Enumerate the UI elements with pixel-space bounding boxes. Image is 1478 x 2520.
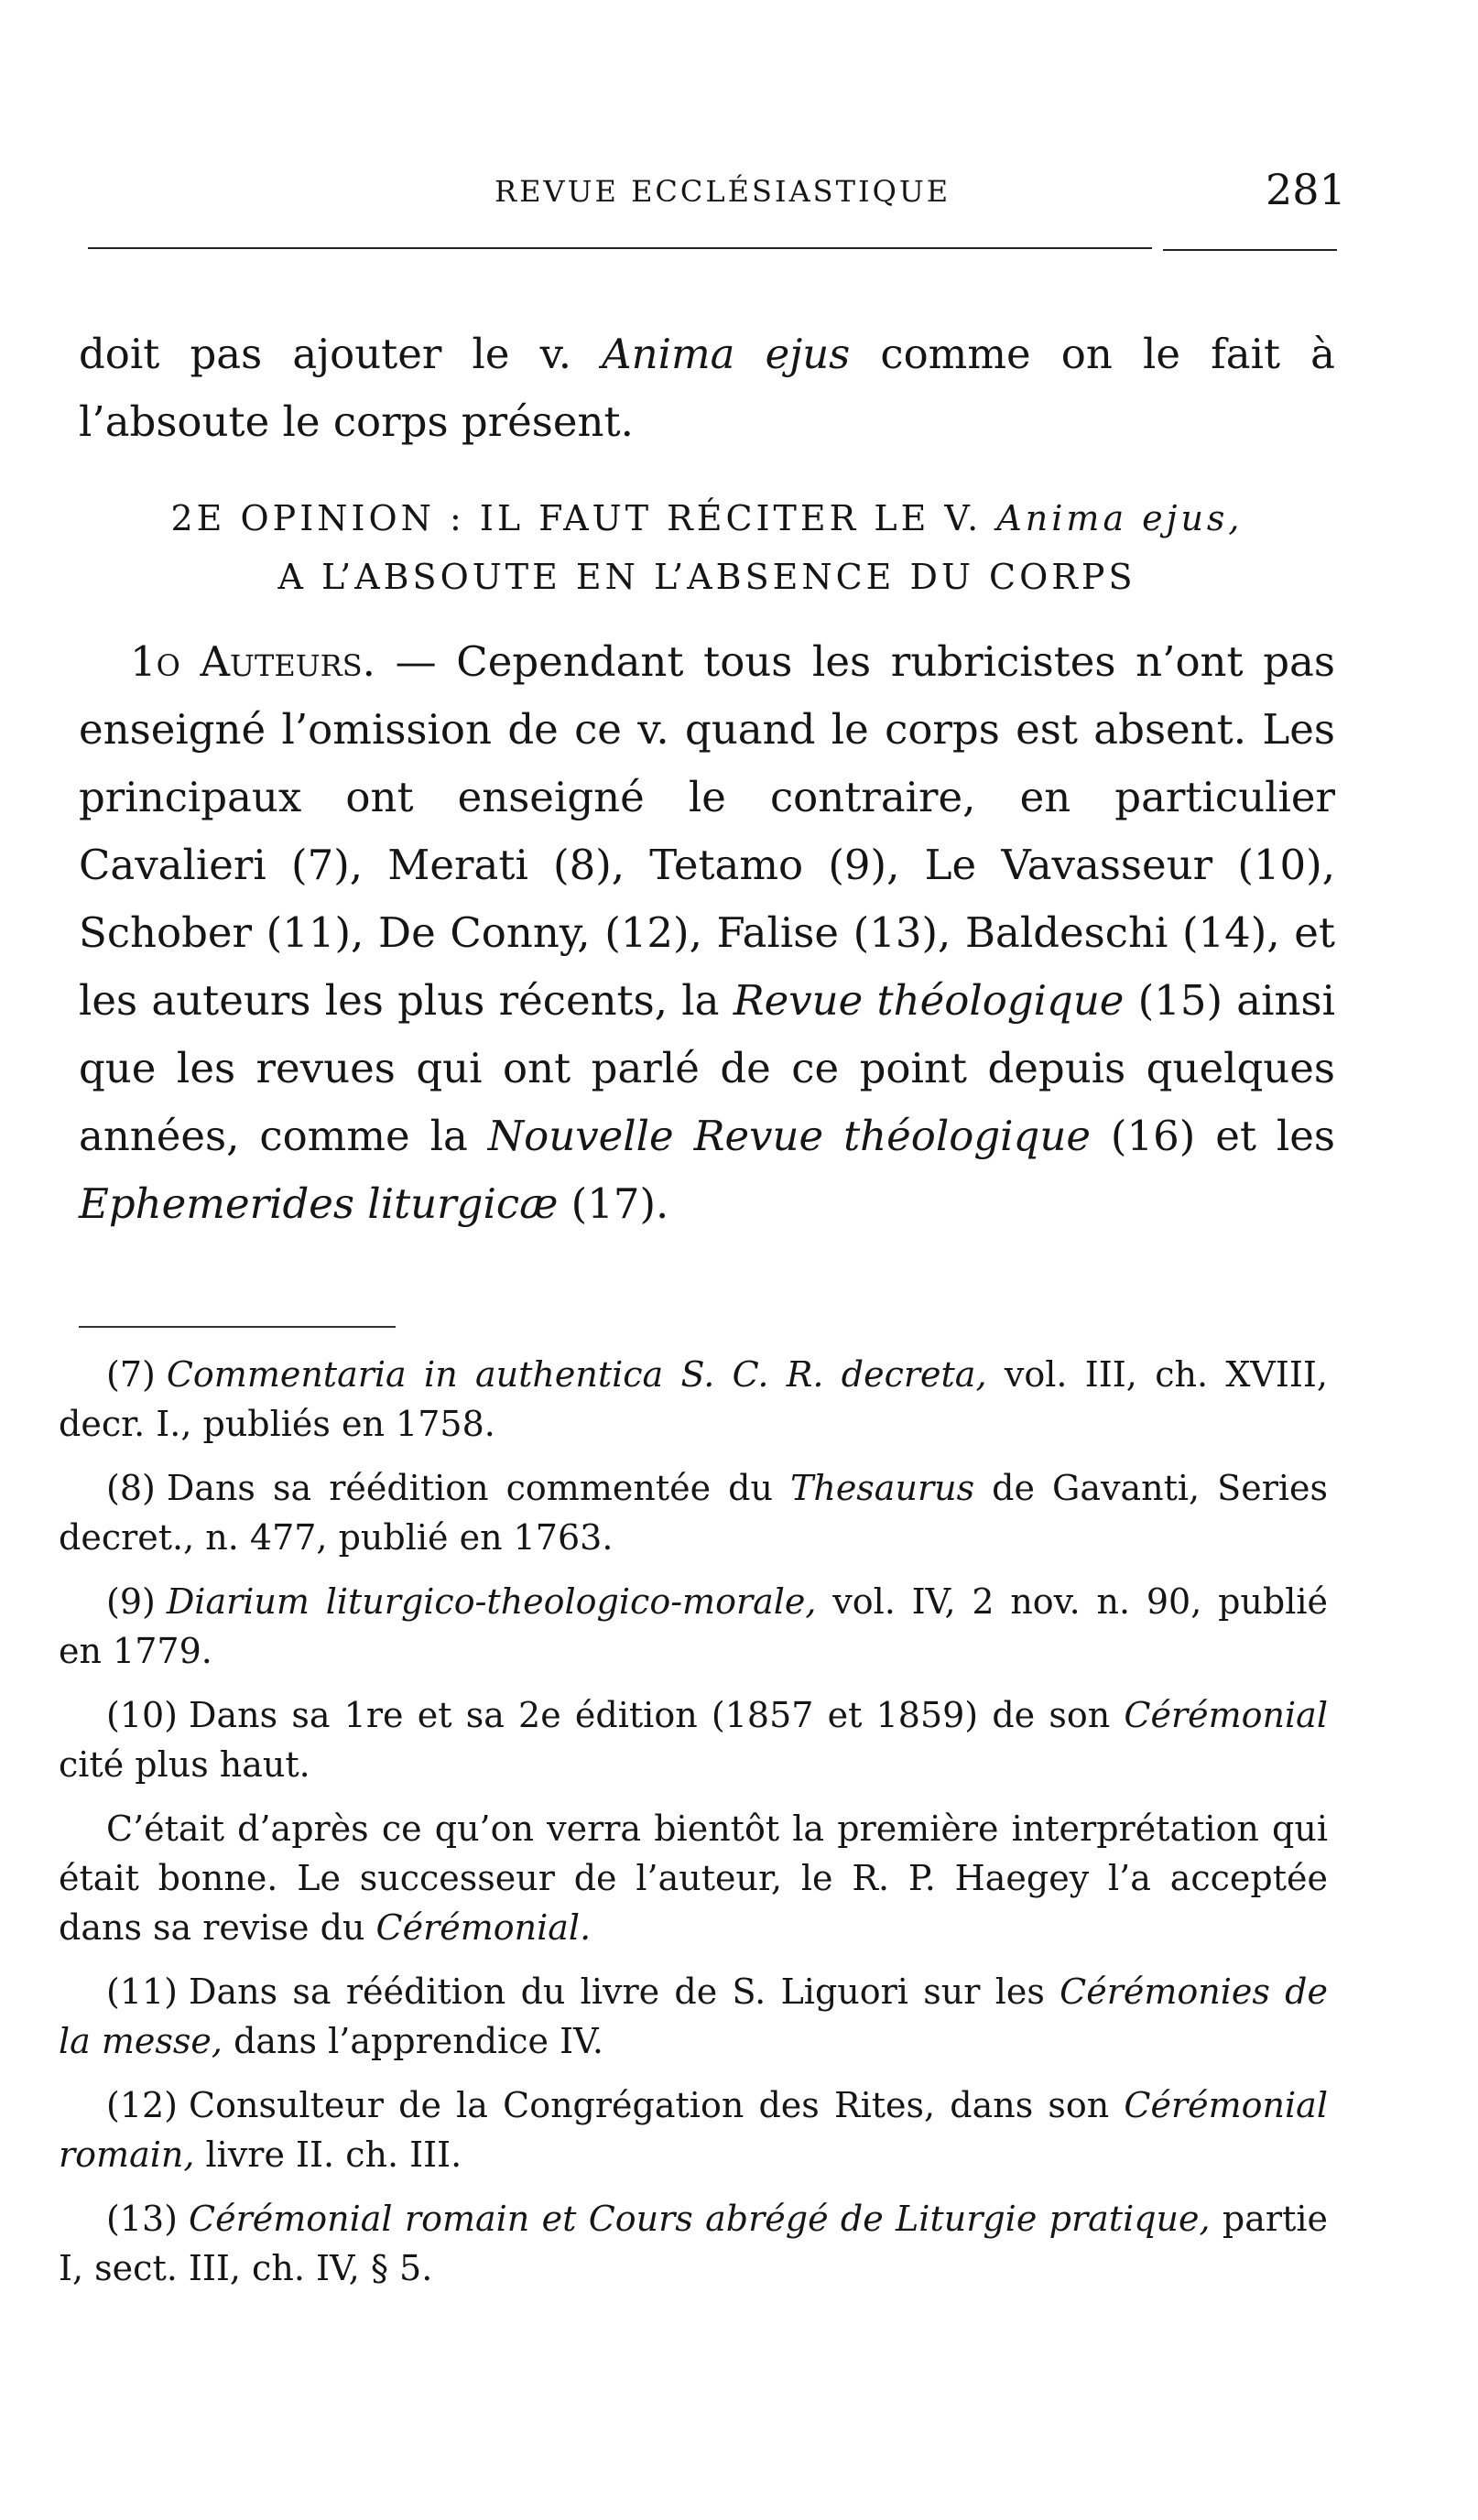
footnote-rule <box>79 1326 396 1328</box>
footnote-text-end: partie I, sect. III, ch. IV, § 5. <box>59 2199 1328 2288</box>
footnote-number: (10) <box>106 1695 179 1735</box>
footnote-text-end: cité plus haut. <box>59 1744 310 1785</box>
section-italic-3: Ephemerides liturgicæ <box>79 1179 559 1228</box>
footnote <box>59 1690 1328 1789</box>
section-text-1: — Cependant tous les rubricistes n’ont pas enseigné l’omission de ce v. quand le corps est absent. Les principaux ont enseigné le contraire, en particulier Cavalieri (7), Merati (8), Tetamo (9), Le Vavasseur (10), Schober (11), De Conny, (12), Falise (13), Baldeschi (14), et les auteurs les plus récents, la <box>79 637 1335 1025</box>
footnote-text: Dans sa 1re et sa 2e édition (1857 et 1859) de son <box>189 1695 1125 1735</box>
footnote-italic: Cérémonial. <box>375 1907 592 1948</box>
section-heading <box>79 489 1335 606</box>
section-italic-1: Revue théologique <box>733 976 1125 1025</box>
section-italic-2: Nouvelle Revue théologique <box>487 1112 1091 1160</box>
footnote-text-end: vol. III, ch. XVIII, decr. I., publiés en 1758. <box>59 1354 1328 1444</box>
footnote-text: C’était d’après ce qu’on verra bientôt la première interprétation qui était bonne. Le successeur de l’auteur, le R. P. Haegey l’a acceptée dans sa revise du <box>59 1809 1328 1948</box>
heading-line-1 <box>79 489 1335 548</box>
footnote-text: Dans sa réédition commentée du <box>166 1468 790 1508</box>
footnote-italic: Cérémonial romain et Cours abrégé de Liturgie pratique, <box>189 2199 1211 2239</box>
footnote-italic: Thesaurus <box>790 1468 975 1508</box>
footnotes <box>59 1350 1328 2308</box>
footnote-text-end: dans l’apprendice IV. <box>222 2021 603 2061</box>
footnote <box>59 1577 1328 1676</box>
footnote-text-end: livre II. ch. III. <box>194 2134 462 2175</box>
para1-text-end: comme on le fait à l’absoute le corps présent. <box>79 330 1335 446</box>
running-title: REVUE ECCLÉSIASTIQUE <box>494 174 951 209</box>
section-text-3: (16) et les <box>1090 1112 1335 1160</box>
footnote-italic: Cérémonies de la messe, <box>59 1971 1328 2061</box>
page-header <box>0 154 1478 227</box>
heading-line-1-italic: Anima ejus, <box>996 498 1244 538</box>
paragraph-continuation <box>79 320 1335 456</box>
para1-italic: Anima ejus <box>602 330 851 378</box>
footnote-text-end: vol. IV, 2 nov. n. 90, publié en 1779. <box>59 1581 1328 1671</box>
footnote-continuation <box>59 1804 1328 1952</box>
para1-text: doit pas ajouter le v. <box>79 330 603 378</box>
footnote <box>59 2080 1328 2179</box>
heading-line-2: A L’ABSOUTE EN L’ABSENCE DU CORPS <box>277 557 1136 597</box>
footnote-number: (8) <box>106 1468 156 1508</box>
footnote-text: Dans sa réédition du livre de S. Liguori sur les <box>189 1971 1060 2012</box>
footnote-italic: Cérémonial romain, <box>59 2085 1328 2175</box>
section-label: 1o Auteurs. <box>130 637 375 686</box>
footnote <box>59 1350 1328 1449</box>
footnote-italic: Commentaria in authentica S. C. R. decreta, <box>166 1354 987 1395</box>
main-text <box>79 320 1335 1238</box>
header-rule-end <box>1163 249 1337 251</box>
footnote <box>59 2194 1328 2293</box>
footnote-number: (11) <box>106 1971 179 2012</box>
heading-line-1-text: 2E OPINION : IL FAUT RÉCITER LE V. <box>170 498 997 538</box>
section-text-4: (17). <box>558 1179 669 1228</box>
footnote-number: (9) <box>106 1581 156 1622</box>
footnote-number: (7) <box>106 1354 156 1395</box>
section-text-2: (15) ainsi que les revues qui ont parlé de ce point depuis quelques années, comme la <box>79 976 1335 1160</box>
footnote-italic: Diarium liturgico-theologico-morale, <box>166 1581 817 1622</box>
footnote-text: Consulteur de la Congrégation des Rites, dans son <box>189 2085 1125 2125</box>
section-paragraph <box>79 628 1335 1238</box>
footnote-italic: Cérémonial <box>1124 1695 1328 1735</box>
footnote-number: (13) <box>106 2199 179 2239</box>
footnote-number: (12) <box>106 2085 179 2125</box>
page-number: 281 <box>1266 165 1346 214</box>
footnote <box>59 1967 1328 2066</box>
footnote <box>59 1463 1328 1562</box>
footnote-text-end: de Gavanti, Series decret., n. 477, publié en 1763. <box>59 1468 1328 1558</box>
header-rule <box>88 247 1152 249</box>
